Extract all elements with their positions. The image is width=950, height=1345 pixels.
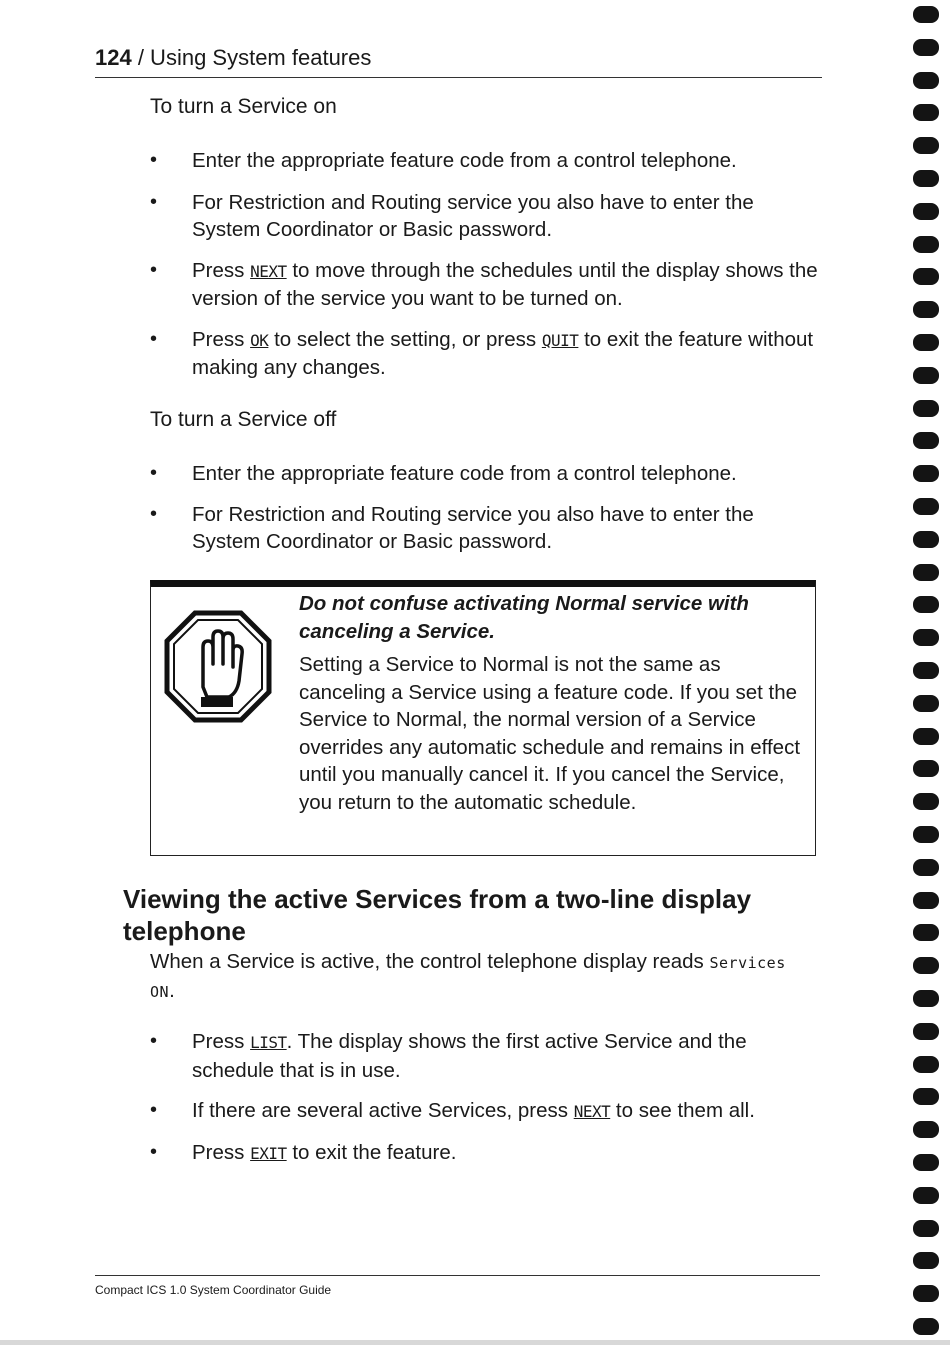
binding-hole [913, 760, 939, 777]
list-item: • Enter the appropriate feature code from a control telephone. [150, 147, 820, 175]
page-number: 124 [95, 45, 132, 70]
binding-hole [913, 400, 939, 417]
ok-key: OK [250, 330, 269, 350]
binding-hole [913, 596, 939, 613]
bullet-icon: • [150, 149, 158, 171]
page-header [95, 44, 820, 72]
binding-hole [913, 170, 939, 187]
binding-hole [913, 1154, 939, 1171]
note-title: Do not confuse activating Normal service with canceling a Service. [299, 592, 749, 643]
binding-hole [913, 334, 939, 351]
binding-hole [913, 826, 939, 843]
binding-hole [913, 728, 939, 745]
binding-hole [913, 957, 939, 974]
bullet-icon: • [150, 258, 158, 281]
page-footer: Compact ICS 1.0 System Coordinator Guide [95, 1283, 332, 1297]
binding-hole [913, 72, 939, 89]
binding-hole [913, 1220, 939, 1237]
list-item: • Press EXIT to exit the feature. [150, 1139, 820, 1168]
binding-hole [913, 498, 939, 515]
binding-hole [913, 892, 939, 909]
next-key: NEXT [250, 261, 287, 281]
bullet-icon: • [150, 462, 158, 484]
intro-paragraph: When a Service is active, the control telephone display reads Services ON. [150, 950, 786, 1002]
list-key: LIST [250, 1033, 287, 1052]
binding-hole [913, 531, 939, 548]
binding-hole [913, 301, 939, 318]
binding-hole [913, 1088, 939, 1105]
footer-rule [95, 1275, 820, 1276]
list-item: • Press OK to select the setting, or press QUIT to exit the feature without making any changes. [150, 327, 814, 379]
quit-key: QUIT [541, 330, 579, 350]
list-item: • If there are several active Services, press NEXT to see them all. [150, 1097, 820, 1126]
binding-hole [913, 990, 939, 1007]
turn-on-list [150, 147, 820, 382]
exit-key: EXIT [250, 1143, 287, 1163]
header-rule [95, 77, 822, 78]
display-readout: Services ON [150, 954, 786, 1001]
list-item: • Press NEXT to move through the schedules until the display shows the version of the service you want to be turned on. [150, 258, 818, 310]
list-item: • Enter the appropriate feature code from a control telephone. [150, 460, 820, 488]
binding-hole [913, 1121, 939, 1138]
bullet-icon: • [150, 1140, 158, 1163]
binding-hole [913, 465, 939, 482]
binding-hole [913, 236, 939, 253]
list-item: • For Restriction and Routing service you also have to enter the System Coordinator or Basic password. [150, 502, 754, 553]
viewing-list [150, 1028, 820, 1167]
list-item: • For Restriction and Routing service you also have to enter the System Coordinator or Basic password. [150, 190, 754, 241]
binding-hole [913, 203, 939, 220]
spiral-binding [911, 0, 950, 1345]
section-heading: Viewing the active Services from a two-line display telephone [123, 884, 752, 946]
stop-hand-icon [163, 609, 273, 724]
page-edge [0, 1340, 950, 1345]
binding-hole [913, 432, 939, 449]
binding-hole [913, 859, 939, 876]
binding-hole [913, 268, 939, 285]
binding-hole [913, 104, 939, 121]
binding-hole [913, 793, 939, 810]
binding-hole [913, 695, 939, 712]
header-title: / Using System features [131, 45, 372, 70]
bullet-icon: • [150, 502, 158, 525]
binding-hole [913, 39, 939, 56]
next-key: NEXT [573, 1102, 611, 1121]
list-item: • Press LIST. The display shows the first active Service and the schedule that is in use. [150, 1030, 747, 1082]
binding-hole [913, 1056, 939, 1073]
bullet-icon: • [150, 1099, 158, 1121]
binding-hole [913, 1285, 939, 1302]
binding-hole [913, 1318, 939, 1335]
note-body: Setting a Service to Normal is not the same as canceling a Service using a feature code. If you set the Service to Normal, the normal version of a Service overrides any automatic schedule and remains in effect until you manually cancel it. If you cancel the Service, you return to the automatic schedule. [299, 653, 801, 814]
binding-hole [913, 1023, 939, 1040]
binding-hole [913, 1187, 939, 1204]
binding-hole [913, 1252, 939, 1269]
bullet-icon: • [150, 190, 158, 213]
bullet-icon: • [150, 1030, 158, 1052]
binding-hole [913, 564, 939, 581]
binding-hole [913, 367, 939, 384]
binding-hole [913, 662, 939, 679]
caution-note [150, 580, 816, 856]
bullet-icon: • [150, 327, 158, 350]
turn-off-label: To turn a Service off [150, 408, 337, 431]
turn-off-list [150, 460, 820, 556]
binding-hole [913, 137, 939, 154]
binding-hole [913, 629, 939, 646]
turn-on-label: To turn a Service on [150, 95, 337, 118]
binding-hole [913, 6, 939, 23]
binding-hole [913, 924, 939, 941]
